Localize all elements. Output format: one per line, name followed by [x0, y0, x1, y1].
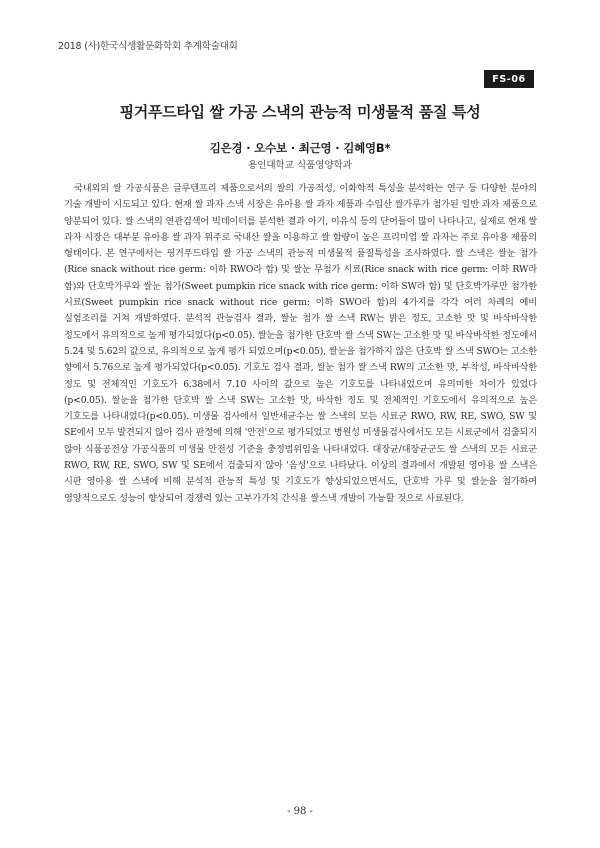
paper-title: 핑거푸드타입 쌀 가공 스낵의 관능적 미생물적 품질 특성	[119, 103, 481, 121]
author-affiliation: 용인대학교 식품영양학과	[248, 160, 352, 171]
page-number: - 98 -	[287, 806, 313, 817]
session-code-badge: FS-06	[484, 70, 534, 88]
abstract-body: 국내외의 쌀 가공식품은 글루텐프리 제품으로서의 쌀의 가공적성, 이화학적 특성을 분석하는 연구 등 다양한 분야의 기술 개발이 시도되고 있다. 현재 쌀 과자 스낵 시장은 유아용 쌀 과자 제품과 수입산 쌀가루가 첨가된 일반 과자 제품으로 양분되어 있다. 쌀 스낵의 연관검색어 빅데이터를 분석한 결과 아기, 이유식 등의 단어들이 많이 나타나고, 실제로 현재 쌀 과자 시장은 대부분 유아용 쌀 과자 위주로 국내산 쌀을 이용하고 쌀 함량이 높은 프리미엄 쌀 과자는 주로 유아용 제품의 형태이다. 본 연구에서는 핑거푸드타입 쌀 가공 스낵의 관능적 미생물적 품질특성을 조사하였다. 쌀 스낵은 쌀눈 첨가(Rice snack without rice germ: 이하 RWO라 함) 및 쌀눈 무첨가 시료(Rice snack with rice germ: 이하 RW라 함)와 단호박가루와 쌀눈 첨가(Sweet pumpkin rice snack with rice germ: 이하 SW라 함) 및 단호박가루만 첨가한 시료(Sweet pumpkin rice snack without rice germ: 이하 SWO라 함)의 4가지를 각각 여러 차례의 예비 실험조리를 거쳐 개발하였다. 분석적 관능검사 결과, 쌀눈 첨가 쌀 스낵 RW는 밝은 정도, 고소한 맛 및 바삭바삭한 정도에서 유의적으로 높게 평가되었다(p<0.05). 쌀눈을 첨가한 단호박 쌀 스낵 SW는 고소한 맛 및 바삭바삭한 정도에서 5.24 및 5.62의 값으로, 유의적으로 높게 평가 되었으며(p<0.05), 쌀눈을 첨가하지 않은 단호박 쌀 스낵 SWO는 고소한 향에서 5.76으로 높게 평가되었다(p<0.05). 기호도 검사 결과, 쌀눈 첨가 쌀 스낵 RW의 고소한 맛, 부착성, 바삭바삭한 정도 및 전체적인 기호도가 6.38에서 7.10 사이의 값으로 높은 기호도를 나타내었으며 유의미한 차이가 있었다(p<0.05). 쌀눈을 첨가한 단호박 쌀 스낵 SW는 고소한 맛, 바삭한 정도 및 전체적인 기호도에서 유의적으로 높은 기호도를 나타내었다(p<0.05). 미생물 검사에서 일반세균수는 쌀 스낵의 모든 시료군 RWO, RW, RE, SWO, SW 및 SE에서 모두 발견되지 않아 검사 판정에 의해 '안전'으로 평가되었고 병원성 미생물검사에서도 모든 시료군에서 검출되지 않아 식품공전상 가공식품의 미생물 안전성 기준을 충정범위임을 나타내었다. 대장균/대장균군도 쌀 스낵의 모든 시료군 RWO, RW, RE, SWO, SW 및 SE에서 검출되지 않아 '음성'으로 나타났다. 이상의 결과에서 개발된 영아용 쌀 스낵은 시판 영아용 쌀 스낵에 비해 분석적 관능적 특성 및 기호도가 향상되었으면서도, 단호박 가루 및 쌀눈을 첨가하여 영양적으로도 성능이 향상되어 경쟁력 있는 고부가가치 간식용 쌀스낵 개발이 가능할 것으로 사료된다.	[64, 183, 537, 504]
paper-authors: 김은경 · 오수보 · 최근영 · 김혜영B*	[209, 141, 391, 155]
conference-header: 2018 (사)한국식생활문화학회 추계학술대회	[58, 41, 238, 52]
